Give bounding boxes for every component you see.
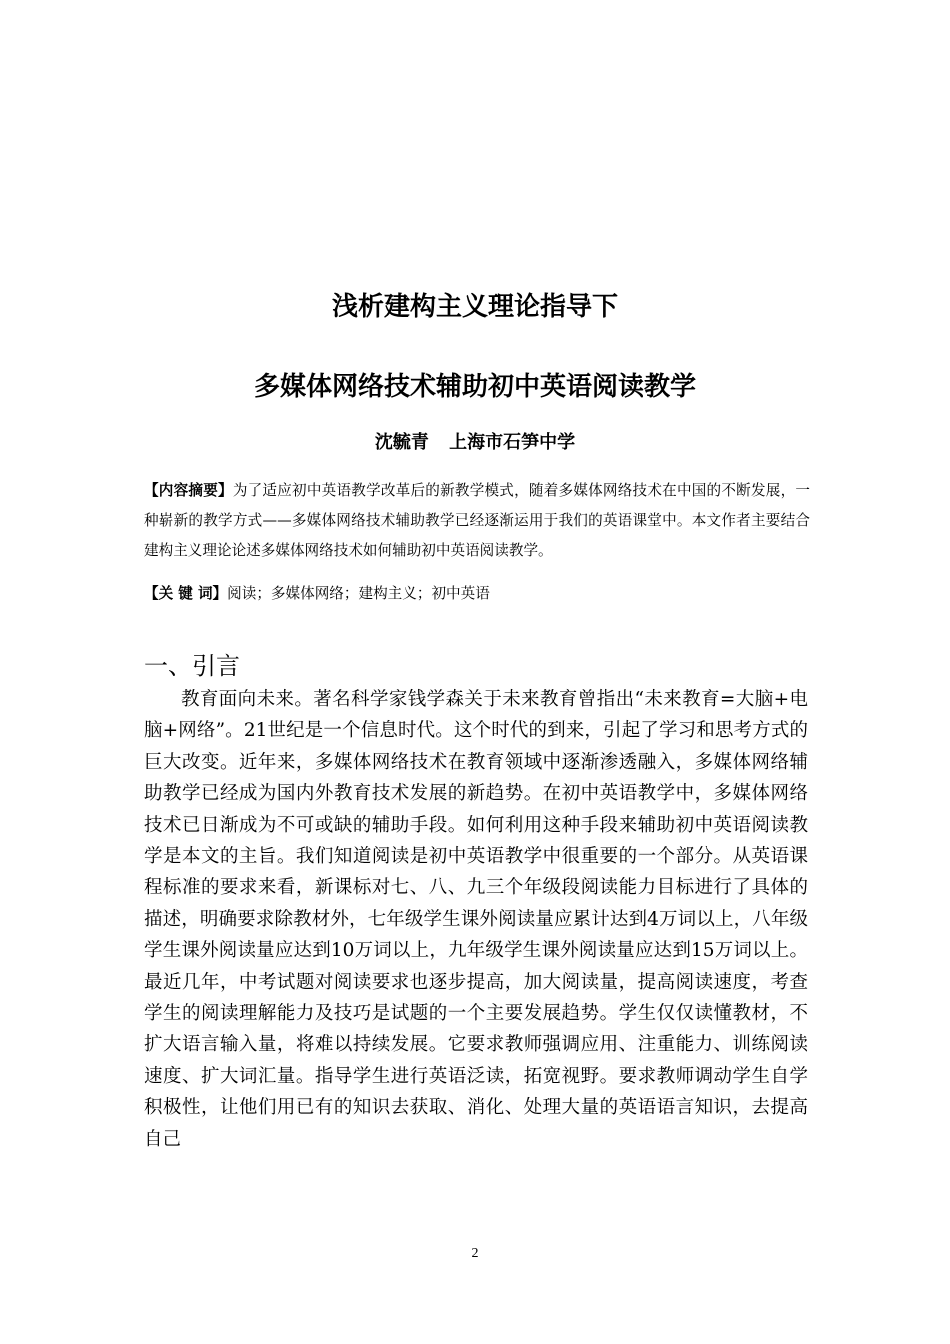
page-number: 2: [471, 1246, 479, 1261]
abstract-label: 【内容摘要】: [144, 482, 233, 499]
title-line-2: 多媒体网络技术辅助初中英语阅读教学: [253, 372, 696, 402]
title-line-1: 浅析建构主义理论指导下: [331, 292, 618, 322]
body-paragraph: 教育面向未来。著名科学家钱学森关于未来教育曾指出“未来教育=大脑+电脑+网络”。21世纪是一个信息时代。这个时代的到来，引起了学习和思考方式的巨大改变。近年来，多媒体网络技术在教育领域中逐渐渗透融入，多媒体网络辅助教学已经成为国内外教育技术发展的新趋势。在初中英语教学中，多媒体网络技术已日渐成为不可或缺的辅助手段。如何利用这种手段来辅助初中英语阅读教学是本文的主旨。我们知道阅读是初中英语教学中很重要的一个部分。从英语课程标准的要求来看，新课标对七、八、九三个年级段阅读能力目标进行了具体的描述，明确要求除教材外，七年级学生课外阅读量应累计达到4万词以上，八年级学生课外阅读量应达到10万词以上，九年级学生课外阅读量应达到15万词以上。最近几年，中考试题对阅读要求也逐步提高，加大阅读量，提高阅读速度，考查学生的阅读理解能力及技巧是试题的一个主要发展趋势。学生仅仅读懂教材，不扩大语言输入量，将难以持续发展。它要求教师强调应用、注重能力、训练阅读速度、扩大词汇量。指导学生进行英语泛读，拓宽视野。要求教师调动学生自学积极性，让他们用已有的知识去获取、消化、处理大量的英语语言知识，去提高自己: [144, 689, 808, 1150]
keywords-text: 阅读；多媒体网络；建构主义；初中英语: [227, 585, 490, 602]
section-heading: 一、引言: [144, 652, 240, 680]
abstract-block: [144, 476, 810, 566]
keywords-block: [144, 581, 810, 607]
keywords-label: 【关 键 词】: [144, 585, 228, 602]
abstract-text: 为了适应初中英语教学改革后的新教学模式，随着多媒体网络技术在中国的不断发展，一种崭新的教学方式——多媒体网络技术辅助教学已经逐渐运用于我们的英语课堂中。本文作者主要结合建构主义理论论述多媒体网络技术如何辅助初中英语阅读教学。: [144, 482, 810, 559]
author-line: 沈毓青 上海市石笋中学: [374, 432, 576, 453]
